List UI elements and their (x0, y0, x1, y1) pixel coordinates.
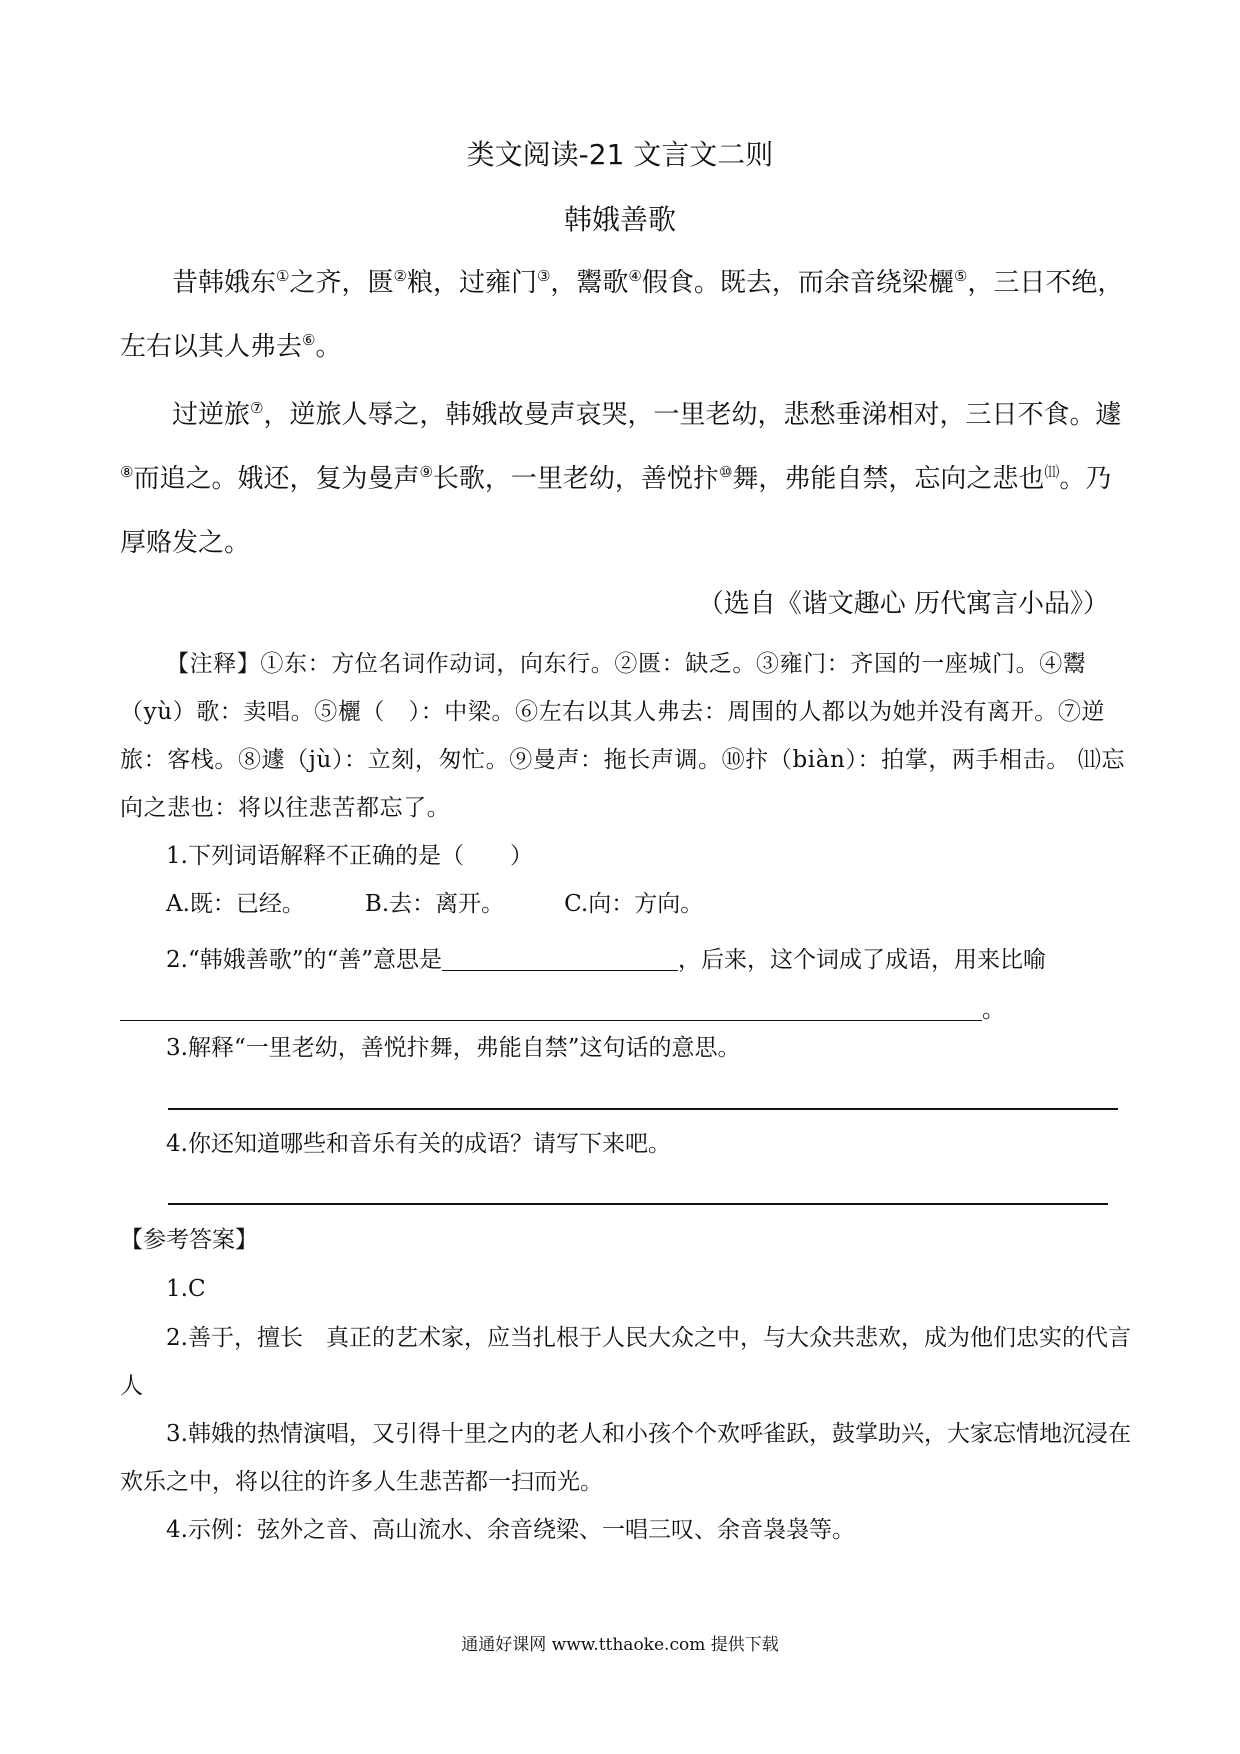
note-ref: ⑩ (718, 463, 733, 481)
note-ref: ④ (628, 267, 642, 285)
note-ref: ⑥ (302, 331, 316, 349)
passage-title: 韩娥善歌 (563, 203, 676, 236)
note-ref: ⑨ (419, 463, 433, 481)
passage-paragraph-1: 昔韩娥东①之齐，匮②粮，过雍门③，鬻歌④假食。既去，而余音绕梁欐⑤，三日不绝，左右以其人弗去⑥。 (120, 267, 1124, 362)
passage-paragraph-2: 过逆旅⑦，逆旅人辱之，韩娥故曼声哀哭，一里老幼，悲愁垂涕相对，三日不食。遽⑧而追之。娥还，复为曼声⑨长歌，一里老幼，善悦抃⑩舞，弗能自禁，忘向之悲也⑾。乃厚赂发之。 (120, 399, 1122, 558)
option-b: B.去：离开。 (364, 891, 505, 917)
answer-4: 4.示例：弦外之音、高山流水、余音绕梁、一唱三叹、余音袅袅等。 (166, 1517, 855, 1543)
answers-heading: 【参考答案】 (120, 1227, 258, 1253)
answer-blank-2[interactable] (120, 1000, 982, 1021)
page-title: 类文阅读-21 文言文二则 (466, 138, 774, 171)
note-ref: ⑧ (120, 463, 134, 481)
note-ref: ③ (536, 267, 551, 285)
question-1: 1.下列词语解释不正确的是（ ） (166, 843, 533, 869)
question-2: 2.“韩娥善歌”的“善”意思是 ，后来，这个词成了成语，用来比喻。 (120, 935, 1130, 1035)
answer-2: 2.善于，擅长 真正的艺术家，应当扎根于人民大众之中，与大众共悲欢，成为他们忠实的代言人 (120, 1325, 1131, 1399)
note-ref: ⑤ (953, 267, 968, 285)
answer-3: 3.韩娥的热情演唱，又引得十里之内的老人和小孩个个欢呼雀跃，鼓掌助兴，大家忘情地沉浸在欢乐之中，将以往的许多人生悲苦都一扫而光。 (120, 1421, 1131, 1495)
question-3: 3.解释“一里老幼，善悦抃舞，弗能自禁”这句话的意思。 (166, 1035, 741, 1061)
note-ref: ⑦ (250, 399, 264, 417)
passage-source: （选自《谐文趣心 历代寓言小品》） (697, 589, 1109, 619)
option-c: C.向：方向。 (564, 891, 704, 917)
annotations: 【注释】①东：方位名词作动词，向东行。②匮：缺乏。③雍门：齐国的一座城门。④鬻（yù）歌：卖唱。⑤欐（ ）：中梁。⑥左右以其人弗去：周围的人都以为她并没有离开。⑦逆旅：客栈。⑧遽（jù）：立刻，匆忙。⑨曼声：拖长声调。⑩抃（biàn）：拍掌，两手相击。 ⑾忘向之悲也：将以往悲苦都忘了。 (120, 651, 1126, 821)
question-4: 4.你还知道哪些和音乐有关的成语？请写下来吧。 (166, 1131, 671, 1157)
answer-blank-1[interactable] (442, 950, 678, 971)
note-ref: ⑾ (1044, 463, 1060, 481)
answer-line-4[interactable] (168, 1203, 1108, 1205)
answer-line-3[interactable] (168, 1108, 1118, 1110)
option-a: A.既：已经。 (166, 891, 305, 917)
note-ref: ① (276, 267, 290, 285)
answer-1: 1.C (166, 1276, 206, 1302)
note-ref: ② (393, 267, 407, 285)
question-1-options (166, 886, 703, 922)
page-footer: 通通好课网 www.tthaoke.com 提供下载 (461, 1635, 779, 1655)
